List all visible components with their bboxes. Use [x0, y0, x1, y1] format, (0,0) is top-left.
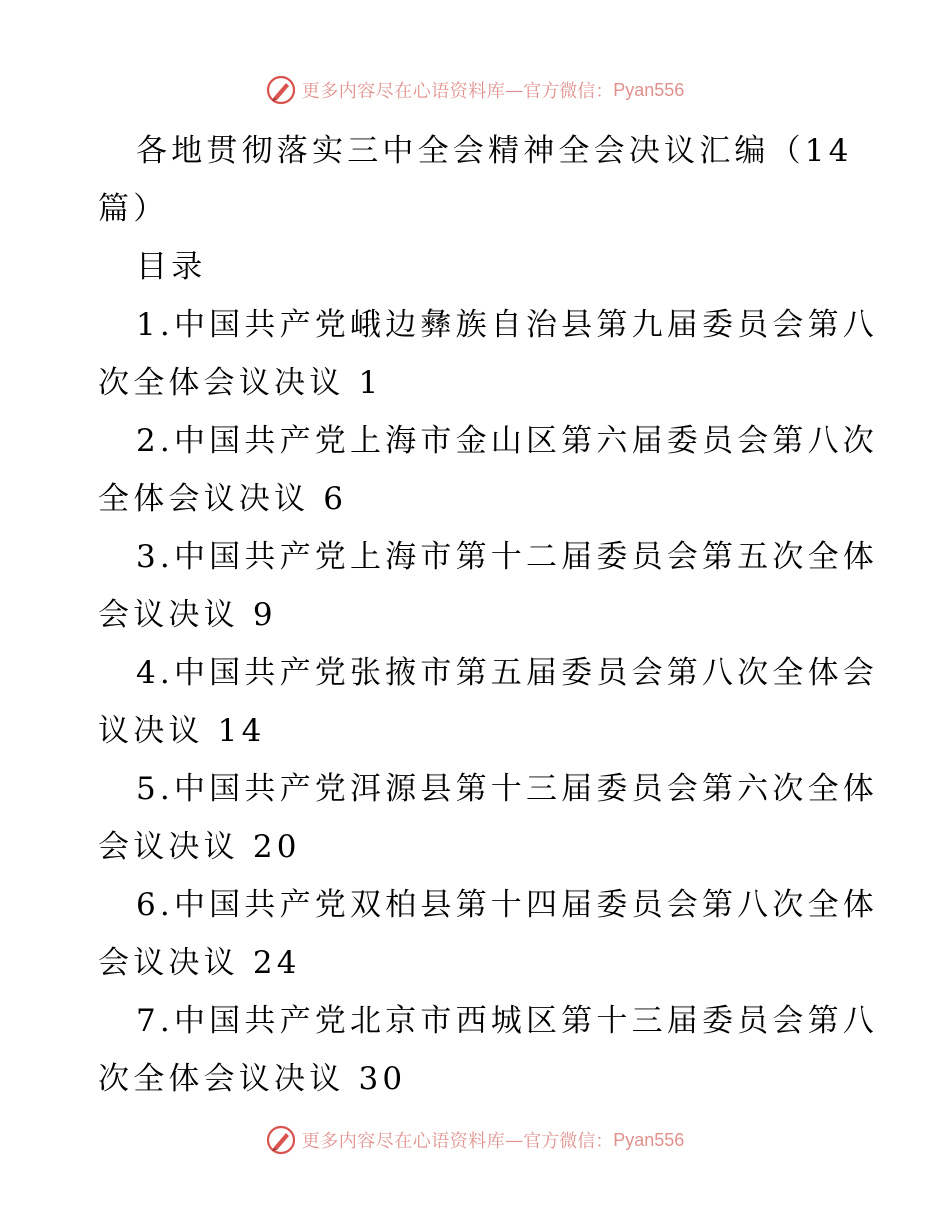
toc-entry[interactable] [98, 760, 878, 876]
toc-entry-line-2: 次全体会议决议 1 [98, 365, 383, 401]
toc-entry-line-1: 6.中国共产党双柏县第十四届委员会第八次全体 [136, 887, 878, 923]
watermark-text: 更多内容尽在心语资料库 [301, 1131, 506, 1152]
watermark-separator: — [505, 79, 524, 101]
toc-entry-line-1: 4.中国共产党张掖市第五届委员会第八次全体会 [136, 655, 878, 691]
toc-entry[interactable] [98, 296, 878, 412]
toc-entry-line-2: 会议决议 20 [98, 829, 301, 865]
toc-entry[interactable] [98, 876, 878, 992]
toc-entry-line-2: 次全体会议决议 30 [98, 1061, 407, 1097]
watermark-wechat-id: Pyan556 [613, 79, 685, 100]
toc-entry-line-1: 7.中国共产党北京市西城区第十三届委员会第八 [136, 1003, 878, 1039]
document-body [98, 122, 878, 1108]
toc-entry-line-2: 会议决议 24 [98, 945, 301, 981]
toc-entry-line-1: 5.中国共产党洱源县第十三届委员会第六次全体 [136, 771, 878, 807]
toc-entry-line-2: 会议决议 9 [98, 597, 277, 633]
watermark-wechat-label: 官方微信： [523, 1131, 614, 1152]
quill-pen-icon [266, 75, 296, 105]
toc-entry[interactable] [98, 528, 878, 644]
toc-entry[interactable] [98, 992, 878, 1108]
watermark-banner-bottom [0, 1120, 950, 1160]
document-title-line-1: 各地贯彻落实三中全会精神全会决议汇编（14 [136, 133, 853, 169]
watermark-banner-top [0, 70, 950, 110]
toc-entry-line-1: 1.中国共产党峨边彝族自治县第九届委员会第八 [136, 307, 878, 343]
watermark-wechat-label: 官方微信： [523, 81, 614, 102]
watermark-separator: — [505, 1129, 524, 1151]
toc-entry[interactable] [98, 644, 878, 760]
watermark-wechat-id: Pyan556 [613, 1129, 685, 1150]
toc-entry-line-1: 2.中国共产党上海市金山区第六届委员会第八次 [136, 423, 878, 459]
toc-entry-line-2: 议决议 14 [98, 713, 266, 749]
toc-entry-line-1: 3.中国共产党上海市第十二届委员会第五次全体 [136, 539, 878, 575]
document-title-line-2: 篇） [98, 191, 169, 227]
watermark-text: 更多内容尽在心语资料库 [301, 81, 506, 102]
quill-pen-icon [266, 1125, 296, 1155]
toc-entry-line-2: 全体会议决议 6 [98, 481, 348, 517]
toc-heading: 目录 [136, 249, 207, 285]
toc-entry[interactable] [98, 412, 878, 528]
